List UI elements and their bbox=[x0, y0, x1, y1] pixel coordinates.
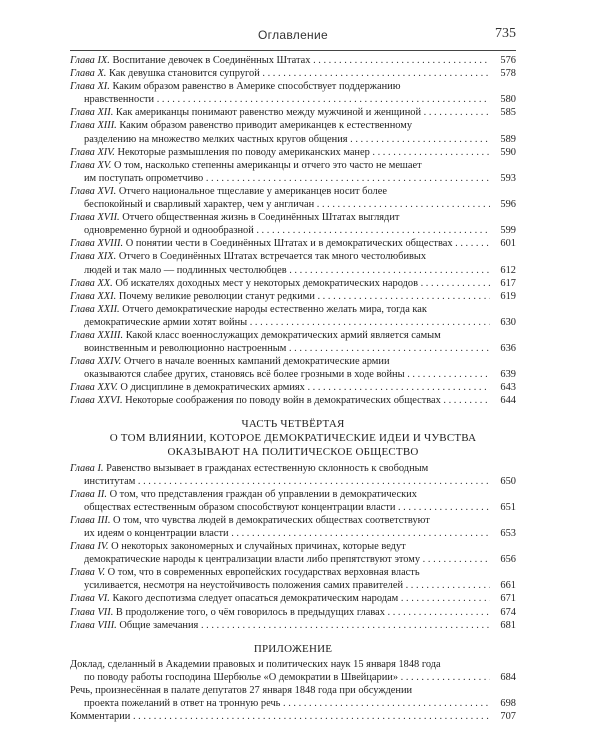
toc-entry-last-line bbox=[70, 553, 490, 566]
appendix-heading: ПРИЛОЖЕНИЕ bbox=[253, 642, 333, 655]
page-ref: 599 bbox=[493, 224, 516, 237]
chapter-title-text: Некоторые размышления по поводу американских манер bbox=[117, 146, 370, 158]
page-number: 735 bbox=[495, 26, 516, 41]
chapter-label: Глава VIII. bbox=[70, 619, 117, 631]
part-subheading-line-2: ОКАЗЫВАЮТ НА ПОЛИТИЧЕСКОЕ ОБЩЕСТВО bbox=[167, 445, 419, 458]
chapter-label: Глава XVI. bbox=[70, 185, 117, 197]
chapter-label: Глава III. bbox=[70, 514, 111, 526]
toc-entry-line bbox=[70, 119, 490, 132]
toc-entry-last-line bbox=[70, 277, 490, 290]
page-ref: 650 bbox=[493, 475, 516, 488]
chapter-label: Глава XI. bbox=[70, 81, 110, 93]
toc-entry-last-line bbox=[70, 146, 490, 159]
toc-entry[interactable] bbox=[70, 146, 516, 159]
chapter-title-text: беспокойный и сварливый характер, чем у англичан bbox=[84, 199, 315, 211]
toc-entry[interactable] bbox=[70, 606, 516, 619]
toc-entry-last-line bbox=[70, 237, 490, 250]
chapter-label: Глава VII. bbox=[70, 606, 114, 618]
chapter-label: Глава I. bbox=[70, 462, 104, 474]
chapter-title-text: Какой класс военнослужащих демократических армий является самым bbox=[125, 329, 441, 341]
page-ref: 576 bbox=[493, 54, 516, 67]
toc-entry-last-line bbox=[70, 501, 490, 514]
toc-entry[interactable] bbox=[70, 381, 516, 394]
chapter-label: Глава XX. bbox=[70, 277, 113, 289]
page-ref: 671 bbox=[493, 592, 516, 605]
chapter-title-text: Об искателях доходных мест у некоторых демократических народов bbox=[115, 277, 419, 289]
running-title: Оглавление bbox=[258, 28, 328, 42]
page-ref: 653 bbox=[493, 527, 516, 540]
page-ref: 590 bbox=[493, 146, 516, 159]
toc-entry-line bbox=[70, 250, 490, 263]
chapter-title-text: демократические народы к централизации власти либо препятствуют этому bbox=[84, 554, 421, 566]
page-ref: 593 bbox=[493, 172, 516, 185]
chapter-label: Глава XXVI. bbox=[70, 395, 123, 407]
page-ref: 674 bbox=[493, 606, 516, 619]
chapter-label: Глава IX. bbox=[70, 55, 110, 66]
chapter-title-text: Отчего в Соединённых Штатах встречается так много честолюбивых bbox=[118, 251, 427, 263]
toc-entry-last-line bbox=[70, 671, 490, 684]
toc-entry-line bbox=[70, 211, 490, 224]
toc-entry[interactable] bbox=[70, 80, 516, 106]
chapter-title-text: Общие замечания bbox=[119, 619, 199, 631]
toc-entry-line bbox=[70, 329, 490, 342]
page-ref: 596 bbox=[493, 198, 516, 211]
toc-entry-last-line bbox=[70, 619, 490, 632]
toc-entry-line bbox=[70, 355, 490, 368]
toc-entry-last-line bbox=[70, 592, 490, 605]
chapter-label: Глава XII. bbox=[70, 107, 114, 119]
chapter-title-text: воинственным и революционно настроенным bbox=[84, 343, 287, 355]
chapter-title-text: Некоторые соображения по поводу войн в демократических обществах bbox=[125, 395, 441, 407]
chapter-title-text: оказываются слабее других, становясь всё более грозными в ходе войны bbox=[84, 369, 405, 381]
toc-entry[interactable] bbox=[70, 159, 516, 185]
toc-entry-last-line bbox=[70, 394, 490, 407]
chapter-title-text: Каким образом равенство в Америке способствует поддержанию bbox=[112, 81, 401, 93]
chapter-label: Глава IV. bbox=[70, 541, 109, 553]
page-ref: 636 bbox=[493, 342, 516, 355]
page-ref: 644 bbox=[493, 394, 516, 407]
chapter-title-text: людей и так мало — подлинных честолюбцев bbox=[84, 264, 287, 276]
toc-entry-line bbox=[70, 566, 490, 579]
part-subheading-line-1: О ТОМ ВЛИЯНИИ, КОТОРОЕ ДЕМОКРАТИЧЕСКИЕ ИДЕИ И ЧУВСТВА bbox=[109, 431, 477, 444]
chapter-label: Глава V. bbox=[70, 567, 106, 579]
toc-entry[interactable] bbox=[70, 54, 516, 67]
toc-entry[interactable] bbox=[70, 67, 516, 80]
chapter-title-text: обществах естественным образом способствуют концентрации власти bbox=[84, 501, 396, 513]
toc-entry-line bbox=[70, 462, 490, 475]
toc-list-part3 bbox=[70, 54, 516, 408]
page-ref: 612 bbox=[493, 264, 516, 277]
chapter-title-text: О понятии чести в Соединённых Штатах и в демократических обществах bbox=[125, 238, 453, 250]
chapter-label: Глава XXIII. bbox=[70, 329, 124, 341]
chapter-title-text: О дисциплине в демократических армиях bbox=[120, 382, 305, 394]
toc-entry[interactable] bbox=[70, 684, 516, 710]
chapter-title-text: О том, что чувства людей в демократических обществах соответствуют bbox=[113, 514, 430, 526]
page-ref: 661 bbox=[493, 579, 516, 592]
chapter-title-text: усиливается, несмотря на неустойчивость положения самих правителей bbox=[84, 580, 404, 592]
chapter-title-text: Отчего демократические народы естественно желать мира, тогда как bbox=[122, 303, 427, 315]
chapter-title-text: Отчего общественная жизнь в Соединённых Штатах выглядит bbox=[122, 212, 400, 224]
toc-entry-last-line bbox=[70, 264, 490, 277]
chapter-title-text: демократические армии хотят войны bbox=[84, 316, 248, 328]
toc-entry-last-line bbox=[70, 198, 490, 211]
chapter-title-text: нравственности bbox=[84, 94, 155, 106]
chapter-title-text: Отчего национальное тщеславие у американцев носит более bbox=[118, 185, 387, 197]
part-heading: ЧАСТЬ ЧЕТВЁРТАЯ bbox=[241, 417, 345, 430]
toc-entry[interactable] bbox=[70, 514, 516, 540]
page-ref: 585 bbox=[493, 106, 516, 119]
toc-entry[interactable] bbox=[70, 619, 516, 632]
toc-entry-last-line bbox=[70, 579, 490, 592]
toc-entry-last-line bbox=[70, 710, 490, 723]
toc-entry[interactable] bbox=[70, 303, 516, 329]
toc-entry-last-line bbox=[70, 224, 490, 237]
toc-entry-line bbox=[70, 185, 490, 198]
toc-entry-last-line bbox=[70, 606, 490, 619]
page-ref: 630 bbox=[493, 316, 516, 329]
toc-entry-last-line bbox=[70, 106, 490, 119]
chapter-label: Глава XXV. bbox=[70, 382, 118, 394]
chapter-title-text: О некоторых закономерных и случайных причинах, которые ведут bbox=[111, 541, 406, 553]
toc-entry[interactable] bbox=[70, 290, 516, 303]
chapter-label: Глава XIX. bbox=[70, 251, 117, 263]
chapter-title-text: О том, что в современных европейских государствах верховная власть bbox=[107, 567, 420, 579]
chapter-label: Глава XV. bbox=[70, 159, 112, 171]
page-ref: 681 bbox=[493, 619, 516, 632]
toc-entry-last-line bbox=[70, 290, 490, 303]
toc-entry[interactable] bbox=[70, 237, 516, 250]
appendix-heading-block bbox=[70, 642, 516, 656]
page-ref: 578 bbox=[493, 67, 516, 80]
chapter-label: Глава XXII. bbox=[70, 303, 120, 315]
toc-entry-last-line bbox=[70, 342, 490, 355]
toc-list-part4 bbox=[70, 462, 516, 632]
toc-entry[interactable] bbox=[70, 211, 516, 237]
toc-entry-line bbox=[70, 514, 490, 527]
chapter-label: Глава XXIV. bbox=[70, 356, 122, 368]
toc-entry[interactable] bbox=[70, 355, 516, 381]
chapter-title-text: разделению на множество мелких частных кругов общения bbox=[84, 133, 348, 145]
chapter-title-text: Каким образом равенство приводит американцев к естественному bbox=[119, 120, 413, 132]
toc-entry-line bbox=[70, 684, 490, 697]
toc-entry[interactable] bbox=[70, 185, 516, 211]
toc-entry-last-line bbox=[70, 54, 490, 67]
chapter-label: Глава X. bbox=[70, 68, 107, 80]
chapter-label: Глава II. bbox=[70, 488, 107, 500]
toc-entry[interactable] bbox=[70, 658, 516, 684]
chapter-title-text: Какого деспотизма следует опасаться демократическим народам bbox=[112, 593, 399, 605]
chapter-title-text: Равенство вызывает в гражданах естественную склонность к свободным bbox=[106, 462, 429, 474]
chapter-label: Глава XVIII. bbox=[70, 238, 124, 250]
toc-entry-last-line bbox=[70, 368, 490, 381]
chapter-title-text: Отчего в начале военных кампаний демократические армии bbox=[123, 356, 390, 368]
toc-entry[interactable] bbox=[70, 119, 516, 145]
toc-entry[interactable] bbox=[70, 106, 516, 119]
chapter-label: Глава XXI. bbox=[70, 290, 117, 302]
chapter-title-text: Как девушка становится супругой bbox=[109, 68, 260, 80]
toc-entry-last-line bbox=[70, 527, 490, 540]
toc-entry[interactable] bbox=[70, 329, 516, 355]
chapter-label: Глава XIV. bbox=[70, 146, 115, 158]
toc-entry-line bbox=[70, 80, 490, 93]
chapter-title-text: одновременно бурной и однообразной bbox=[84, 225, 254, 237]
page-ref: 651 bbox=[493, 501, 516, 514]
chapter-label: Глава VI. bbox=[70, 593, 110, 605]
running-header bbox=[70, 24, 516, 51]
chapter-title-text: Речь, произнесённая в палате депутатов 27 января 1848 года при обсуждении bbox=[70, 684, 413, 696]
page-ref: 698 bbox=[493, 697, 516, 710]
toc-entry-line bbox=[70, 488, 490, 501]
page-ref: 639 bbox=[493, 368, 516, 381]
toc-entry-last-line bbox=[70, 381, 490, 394]
toc-entry-last-line bbox=[70, 172, 490, 185]
chapter-title-text: проекта пожеланий в ответ на тронную речь bbox=[84, 698, 281, 710]
toc-entry-line bbox=[70, 658, 490, 671]
chapter-label: Глава XVII. bbox=[70, 212, 120, 224]
chapter-title-text: по поводу работы господина Шербюлье «О демократии в Швейцарии» bbox=[84, 671, 399, 683]
chapter-title-text: Воспитание девочек в Соединённых Штатах bbox=[112, 55, 311, 66]
toc-entry[interactable] bbox=[70, 566, 516, 592]
page-ref: 580 bbox=[493, 93, 516, 106]
toc-entry[interactable] bbox=[70, 592, 516, 605]
toc-entry[interactable] bbox=[70, 462, 516, 488]
chapter-title-text: О том, насколько степенны американцы и отчего это часто не мешает bbox=[114, 159, 422, 171]
toc-entry[interactable] bbox=[70, 710, 516, 723]
page-ref: 601 bbox=[493, 237, 516, 250]
chapter-title-text: Как американцы понимают равенство между мужчиной и женщиной bbox=[115, 107, 422, 119]
toc-entry-line bbox=[70, 303, 490, 316]
toc-entry[interactable] bbox=[70, 488, 516, 514]
chapter-title-text: О том, что представления граждан об управлении в демократических bbox=[109, 488, 417, 500]
chapter-title-text: Почему великие революции станут редкими bbox=[118, 290, 315, 302]
chapter-title-text: Доклад, сделанный в Академии правовых и политических наук 15 января 1848 года bbox=[70, 658, 441, 670]
toc-entry-last-line bbox=[70, 316, 490, 329]
toc-entry-line bbox=[70, 159, 490, 172]
chapter-title-text: В продолжение того, о чём говорилось в предыдущих главах bbox=[115, 606, 385, 618]
toc-entry-line bbox=[70, 540, 490, 553]
toc-entry-last-line bbox=[70, 67, 490, 80]
chapter-label: Глава XIII. bbox=[70, 120, 117, 132]
page-ref: 617 bbox=[493, 277, 516, 290]
toc-entry[interactable] bbox=[70, 540, 516, 566]
page-ref: 707 bbox=[493, 710, 516, 723]
chapter-title-text: институтам bbox=[84, 475, 136, 487]
page-ref: 656 bbox=[493, 553, 516, 566]
page-ref: 589 bbox=[493, 133, 516, 146]
part-four-heading-block bbox=[70, 417, 516, 459]
toc-entry[interactable] bbox=[70, 277, 516, 290]
page-ref: 684 bbox=[493, 671, 516, 684]
toc-entry-last-line bbox=[70, 93, 490, 106]
chapter-title-text: их идеям о концентрации власти bbox=[84, 528, 229, 539]
toc-entry-last-line bbox=[70, 475, 490, 488]
chapter-title-text: Комментарии bbox=[70, 711, 131, 723]
page-ref: 643 bbox=[493, 381, 516, 394]
toc-entry[interactable] bbox=[70, 394, 516, 407]
toc-list-appendix bbox=[70, 658, 516, 723]
page-ref: 619 bbox=[493, 290, 516, 303]
toc-entry-last-line bbox=[70, 697, 490, 710]
toc-entry[interactable] bbox=[70, 250, 516, 276]
chapter-title-text: им поступать опрометчиво bbox=[84, 172, 204, 184]
table-of-contents bbox=[70, 54, 516, 723]
toc-entry-last-line bbox=[70, 133, 490, 146]
